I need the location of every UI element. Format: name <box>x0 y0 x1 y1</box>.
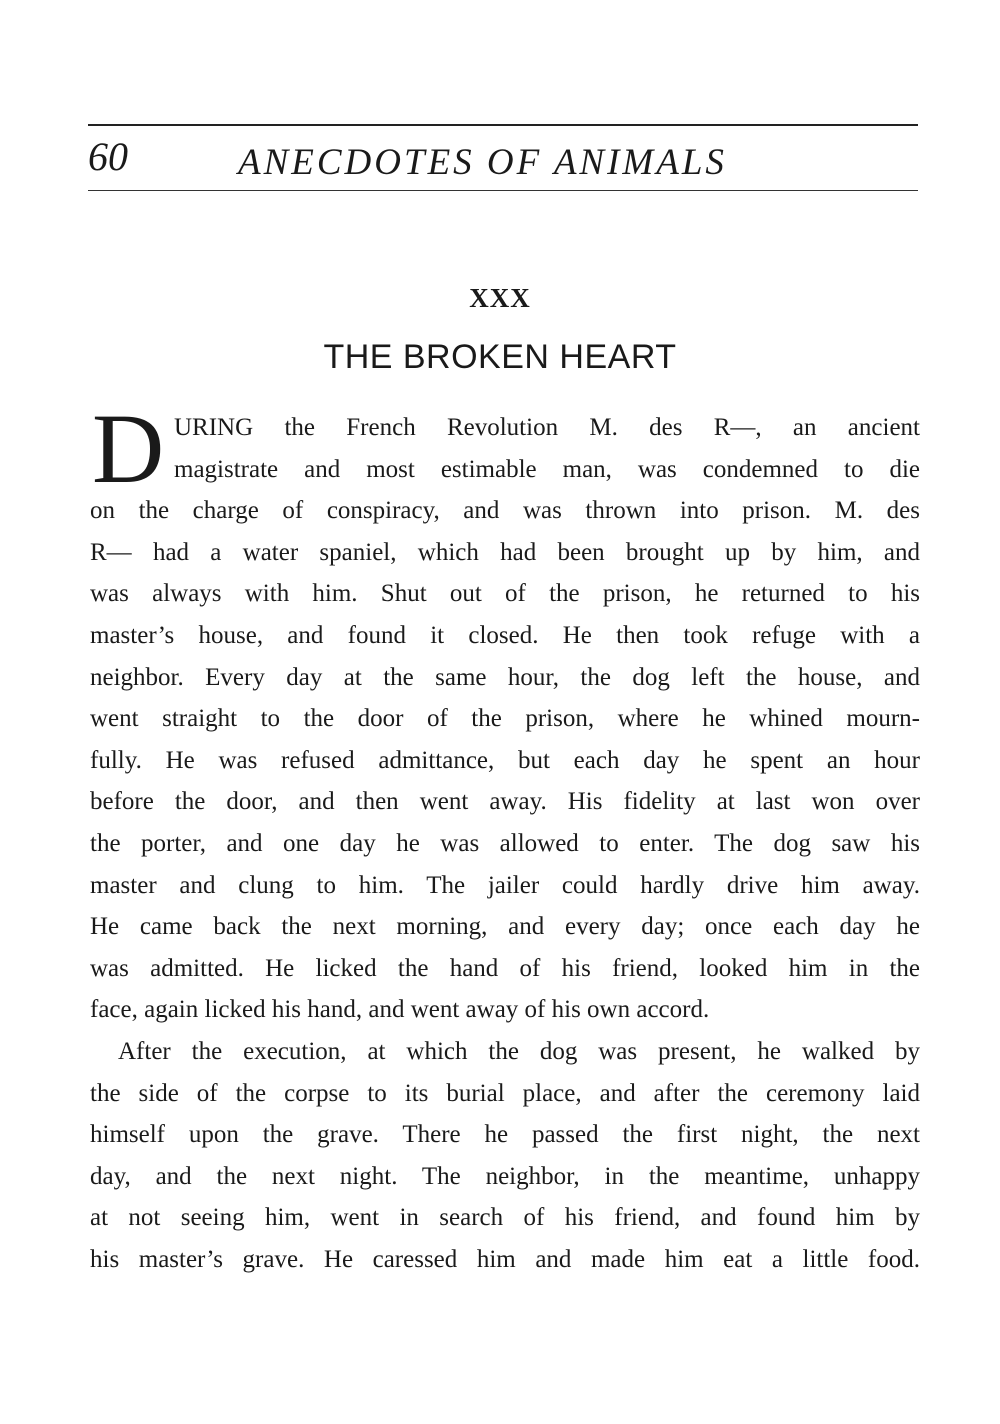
chapter-number: XXX <box>469 283 531 313</box>
text-line: R— had a water spaniel, which had been brought up by him, and <box>90 538 920 566</box>
text-line: neighbor. Every day at the same hour, the dog left the house, and <box>90 663 920 691</box>
text-line: on the charge of conspiracy, and was thrown into prison. M. des <box>90 497 920 525</box>
text-line: After the execution, at which the dog was present, he walked by <box>118 1037 920 1065</box>
page-number: 60 <box>88 134 128 179</box>
text-line: the porter, and one day he was allowed to enter. The dog saw his <box>90 829 920 857</box>
drop-cap: D <box>92 393 165 504</box>
chapter-title: THE BROKEN HEART <box>323 338 677 376</box>
text-line: the side of the corpse to its burial place, and after the ceremony laid <box>90 1079 920 1107</box>
text-line: day, and the next night. The neighbor, in the meantime, unhappy <box>90 1162 920 1190</box>
body-text <box>90 407 920 1280</box>
text-line: went straight to the door of the prison, where he whined mourn- <box>90 705 920 733</box>
text-line: himself upon the grave. There he passed the first night, the next <box>90 1121 920 1149</box>
header-bottom-rule <box>88 190 918 191</box>
text-line: URING the French Revolution M. des R—, an ancient <box>174 414 920 441</box>
text-line: master’s house, and found it closed. He then took refuge with a <box>90 621 920 649</box>
text-line: magistrate and most estimable man, was condemned to die <box>174 455 920 483</box>
header-top-rule <box>88 124 918 126</box>
text-line: at not seeing him, went in search of his friend, and found him by <box>90 1204 920 1232</box>
running-title: ANECDOTES OF ANIMALS <box>238 142 727 183</box>
text-line: was always with him. Shut out of the prison, he returned to his <box>90 580 920 608</box>
paragraph-1 <box>90 407 920 1031</box>
text-line: face, again licked his hand, and went away of his own accord. <box>90 996 710 1024</box>
text-line: before the door, and then went away. His fidelity at last won over <box>90 788 920 816</box>
text-line: He came back the next morning, and every day; once each day he <box>90 913 920 941</box>
paragraph-2 <box>90 1031 920 1281</box>
text-line: master and clung to him. The jailer could hardly drive him away. <box>90 871 920 899</box>
text-line: his master’s grave. He caressed him and made him eat a little food. <box>90 1245 920 1273</box>
text-line: fully. He was refused admittance, but each day he spent an hour <box>90 746 920 774</box>
text-line: was admitted. He licked the hand of his friend, looked him in the <box>90 954 920 982</box>
